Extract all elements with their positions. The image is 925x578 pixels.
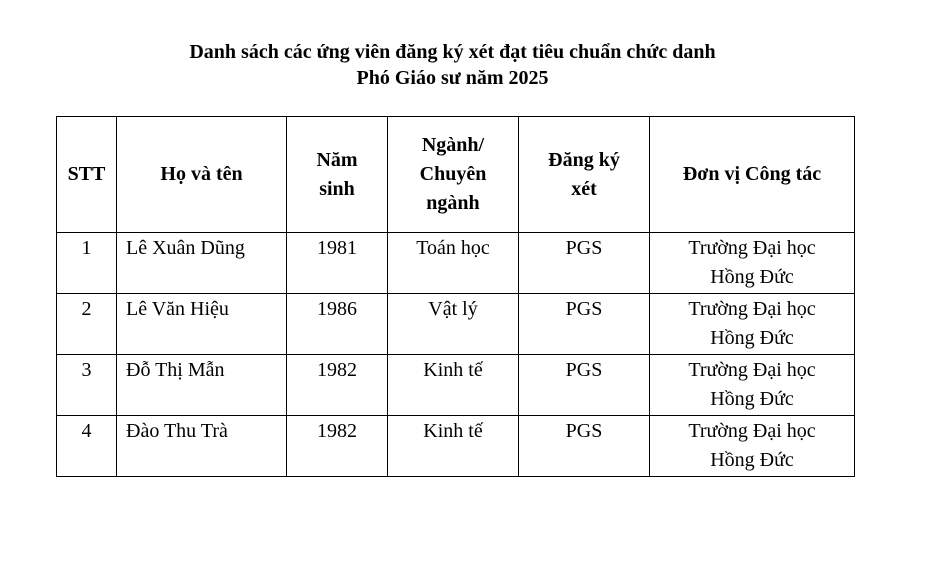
cell-stt: 2 [57,294,117,355]
table-row [57,416,855,477]
cell-registration: PGS [519,294,650,355]
cell-registration: PGS [519,355,650,416]
cell-stt: 3 [57,355,117,416]
cell-unit: Trường Đại học Hồng Đức [650,294,855,355]
table-row [57,294,855,355]
cell-registration: PGS [519,416,650,477]
document-title-line-1: Danh sách các ứng viên đăng ký xét đạt tiêu chuẩn chức danh [189,41,716,63]
cell-unit: Trường Đại học Hồng Đức [650,233,855,294]
header-full-name: Họ và tên [117,117,287,233]
table-row [57,233,855,294]
cell-stt: 1 [57,233,117,294]
cell-name: Đào Thu Trà [117,416,287,477]
cell-registration: PGS [519,233,650,294]
cell-field: Kinh tế [388,355,519,416]
cell-field: Toán học [388,233,519,294]
table-row [57,355,855,416]
cell-name: Lê Văn Hiệu [117,294,287,355]
cell-birth-year: 1981 [287,233,388,294]
candidates-table [56,116,855,477]
cell-unit: Trường Đại học Hồng Đức [650,416,855,477]
cell-field: Vật lý [388,294,519,355]
cell-name: Đỗ Thị Mẫn [117,355,287,416]
cell-name: Lê Xuân Dũng [117,233,287,294]
cell-field: Kinh tế [388,416,519,477]
cell-birth-year: 1982 [287,355,388,416]
header-registration: Đăng ký xét [519,117,650,233]
cell-birth-year: 1982 [287,416,388,477]
header-stt: STT [57,117,117,233]
header-birth-year: Năm sinh [287,117,388,233]
header-work-unit: Đơn vị Công tác [650,117,855,233]
table-header-row [57,117,855,233]
document-title-line-2: Phó Giáo sư năm 2025 [356,67,549,89]
cell-unit: Trường Đại học Hồng Đức [650,355,855,416]
header-field: Ngành/ Chuyên ngành [388,117,519,233]
cell-birth-year: 1986 [287,294,388,355]
cell-stt: 4 [57,416,117,477]
